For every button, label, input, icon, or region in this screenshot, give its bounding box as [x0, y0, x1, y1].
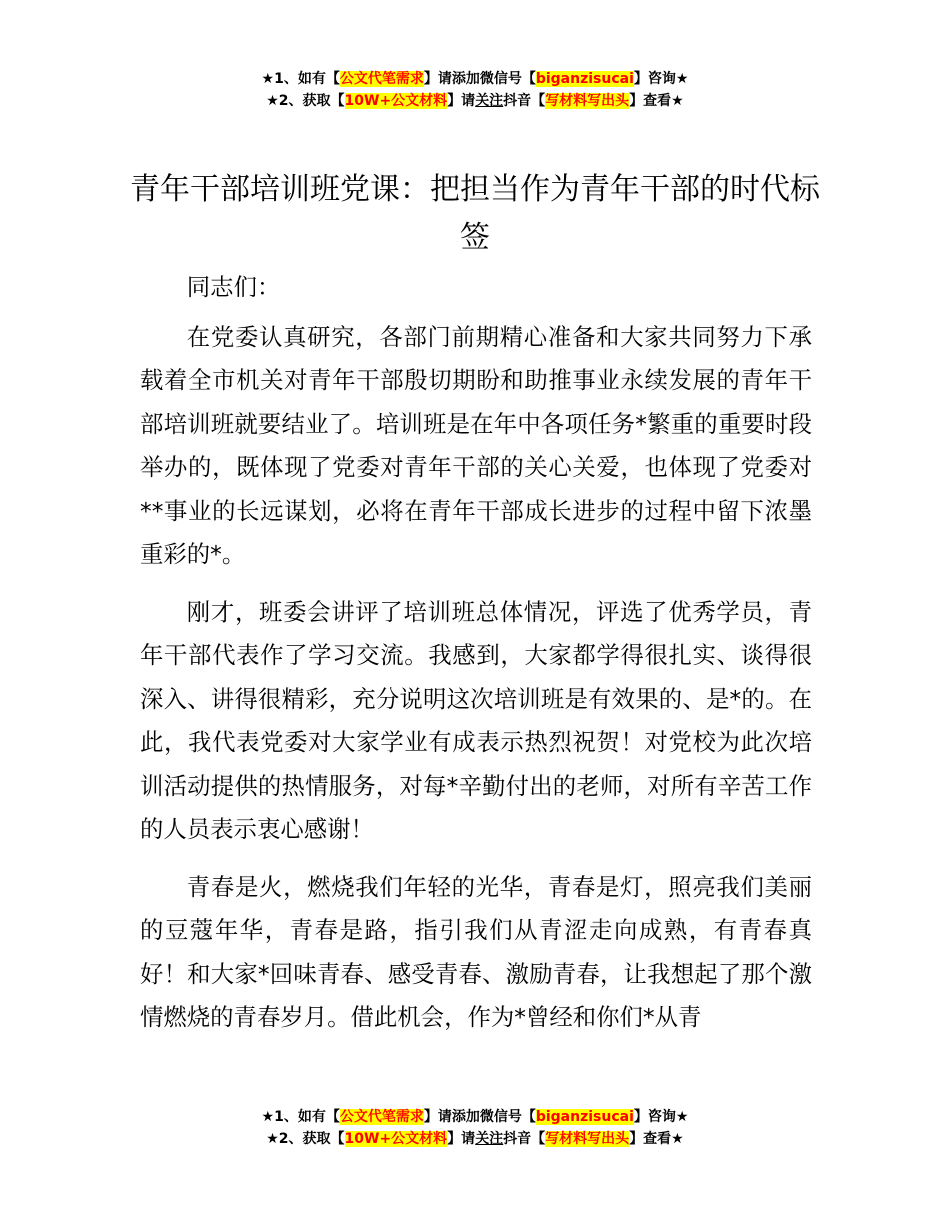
banner-line-2: ★2、获取【10W+公文材料】请关注抖音【写材料写出头】查看★: [266, 93, 684, 109]
footer-banner-line-2: ★2、获取【10W+公文材料】请关注抖音【写材料写出头】查看★: [266, 1131, 684, 1147]
greeting: 同志们：: [186, 273, 281, 301]
paragraph-3: 青春是火，燃烧我们年轻的光华，青春是灯，照亮我们美丽的豆蔻年华，青春是路，指引我们从青涩走向成熟，有青春真好！和大家*回味青春、感受青春、激励青春，让我想起了那个激情燃烧的青春岁月。借此机会，作为*曾经和你们*从青: [140, 872, 812, 1031]
paragraph-2: 刚才，班委会讲评了培训班总体情况，评选了优秀学员，青年干部代表作了学习交流。我感到，大家都学得很扎实、谈得很深入、讲得很精彩，充分说明这次培训班是有效果的、是*的。在此，我代表党委对大家学业有成表示热烈祝贺！对党校为此次培训活动提供的热情服务，对每*辛勤付出的老师，对所有辛苦工作的人员表示衷心感谢！: [140, 597, 812, 843]
footer-underlined-follow: 关注: [475, 1131, 504, 1147]
document-title: 青年干部培训班党课：把担当作为青年干部的时代标签: [130, 172, 820, 255]
footer-highlight-materials: 10W+公文材料: [344, 1131, 448, 1147]
footer-banner-line-1: ★1、如有【公文代笔需求】请添加微信号【biganzisucai】咨询★: [261, 1109, 689, 1125]
footer-highlight-ghostwriting: 公文代笔需求: [339, 1109, 424, 1125]
banner-line-1: ★1、如有【公文代笔需求】请添加微信号【biganzisucai】咨询★: [261, 71, 689, 87]
banner-highlight-douyin: 写材料写出头: [545, 93, 630, 109]
paragraph-1: 在党委认真研究，各部门前期精心准备和大家共同努力下承载着全市机关对青年干部殷切期盼和助推事业永续发展的青年干部培训班就要结业了。培训班是在年中各项任务*繁重的重要时段举办的，既体现了党委对青年干部的关心关爱，也体现了党委对**事业的长远谋划，必将在青年干部成长进步的过程中留下浓墨重彩的*。: [140, 322, 812, 568]
footer-highlight-douyin: 写材料写出头: [545, 1131, 630, 1147]
footer-highlight-wechat-id: biganzisucai: [535, 1109, 634, 1125]
banner-underlined-follow: 关注: [475, 93, 504, 109]
header-banner: [0, 68, 950, 112]
banner-highlight-wechat-id: biganzisucai: [535, 71, 634, 87]
banner-highlight-materials: 10W+公文材料: [344, 93, 448, 109]
banner-highlight-ghostwriting: 公文代笔需求: [339, 71, 424, 87]
document-body: [140, 266, 812, 1054]
footer-banner: [0, 1106, 950, 1150]
